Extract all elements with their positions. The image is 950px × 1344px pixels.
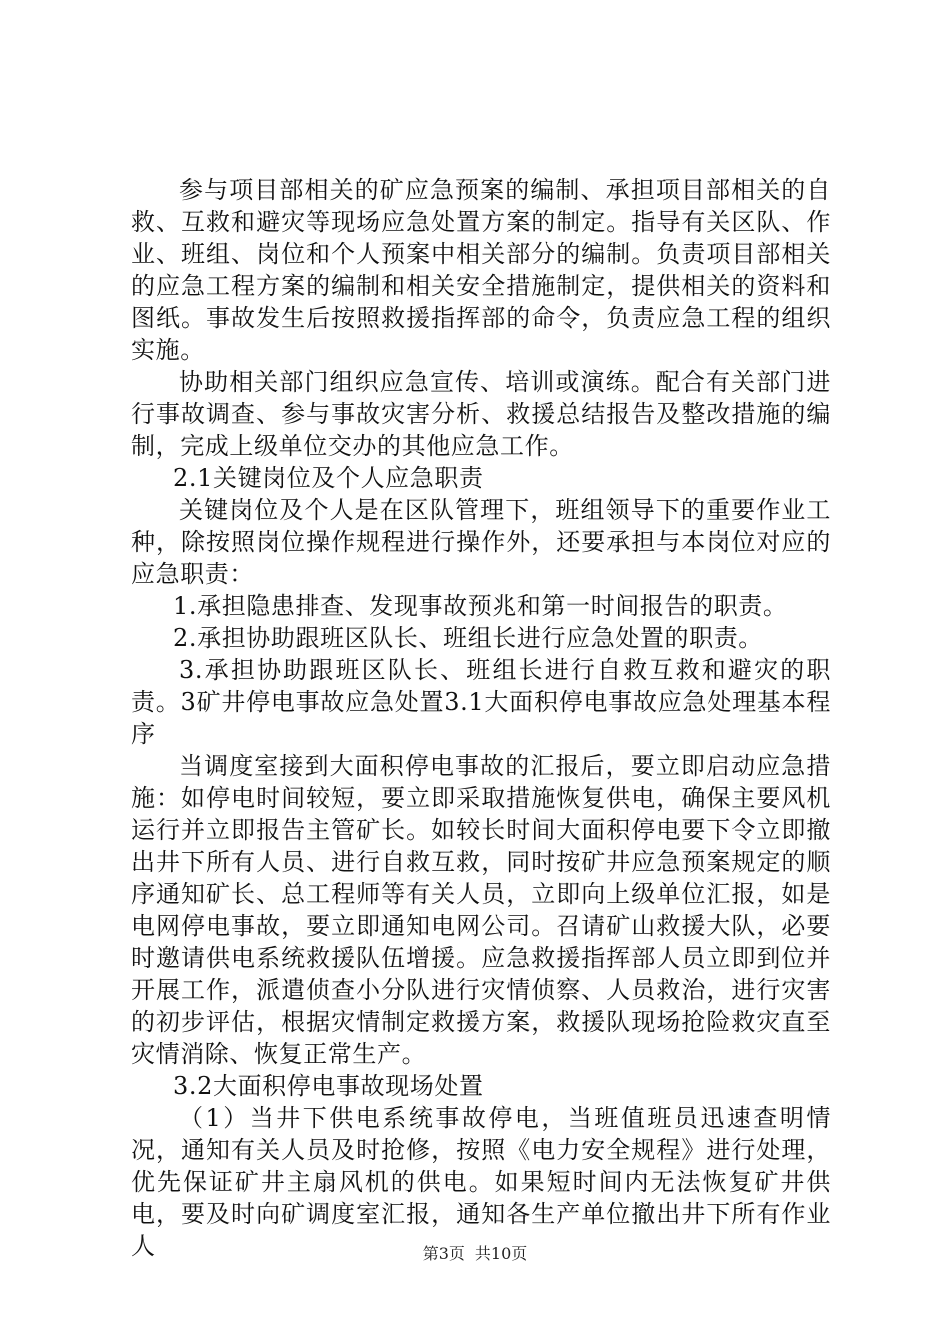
paragraph-onsite-handling: （1）当井下供电系统事故停电，当班值班员迅速查明情况，通知有关人员及时抢修，按照《电力安全规程》进行处理，优先保证矿井主扇风机的供电。如果短时间内无法恢复矿井供电，要及时向矿调度室汇报，通知各生产单位撤出井下所有作业人	[131, 1104, 831, 1260]
list-item-1: 1.承担隐患排查、发现事故预兆和第一时间报告的职责。	[173, 592, 788, 620]
paragraph-key-positions: 关键岗位及个人是在区队管理下，班组领导下的重要作业工种，除按照岗位操作规程进行操作外，还要承担与本岗位对应的应急职责：	[131, 496, 831, 588]
paragraph-dispatch-procedure: 当调度室接到大面积停电事故的汇报后，要立即启动应急措施：如停电时间较短，要立即采取措施恢复供电，确保主要风机运行并立即报告主管矿长。如较长时间大面积停电要下令立即撤出井下所有人员、进行自救互救，同时按矿井应急预案规定的顺序通知矿长、总工程师等有关人员，立即向上级单位汇报，如是电网停电事故，要立即通知电网公司。召请矿山救援大队，必要时邀请供电系统救援队伍增援。应急救援指挥部人员立即到位并开展工作，派遣侦查小分队进行灾情侦察、人员救治，进行灾害的初步评估，根据灾情制定救援方案，救援队现场抢险救灾直至灾情消除、恢复正常生产。	[131, 752, 831, 1068]
page-footer	[0, 1244, 950, 1264]
section-heading-3-2: 3.2大面积停电事故现场处置	[173, 1072, 484, 1100]
section-heading-2-1: 2.1关键岗位及个人应急职责	[173, 464, 484, 492]
document-body	[131, 174, 831, 1262]
paragraph-project-dept-duties: 参与项目部相关的矿应急预案的编制、承担项目部相关的自救、互救和避灾等现场应急处置方案的制定。指导有关区队、作业、班组、岗位和个人预案中相关部分的编制。负责项目部相关的应急工程方案的编制和相关安全措施制定，提供相关的资料和图纸。事故发生后按照救援指挥部的命令，负责应急工程的组织实施。	[131, 176, 831, 364]
page-total: 共10页	[474, 1244, 528, 1263]
paragraph-assist-drills: 协助相关部门组织应急宣传、培训或演练。配合有关部门进行事故调查、参与事故灾害分析、救援总结报告及整改措施的编制，完成上级单位交办的其他应急工作。	[131, 368, 831, 460]
page-number: 第3页	[422, 1244, 465, 1263]
list-item-3: 3.承担协助跟班区队长、班组长进行自救互救和避灾的职责。3矿井停电事故应急处置3.1大面积停电事故应急处理基本程序	[131, 656, 831, 748]
list-item-2: 2.承担协助跟班区队长、班组长进行应急处置的职责。	[173, 624, 763, 652]
